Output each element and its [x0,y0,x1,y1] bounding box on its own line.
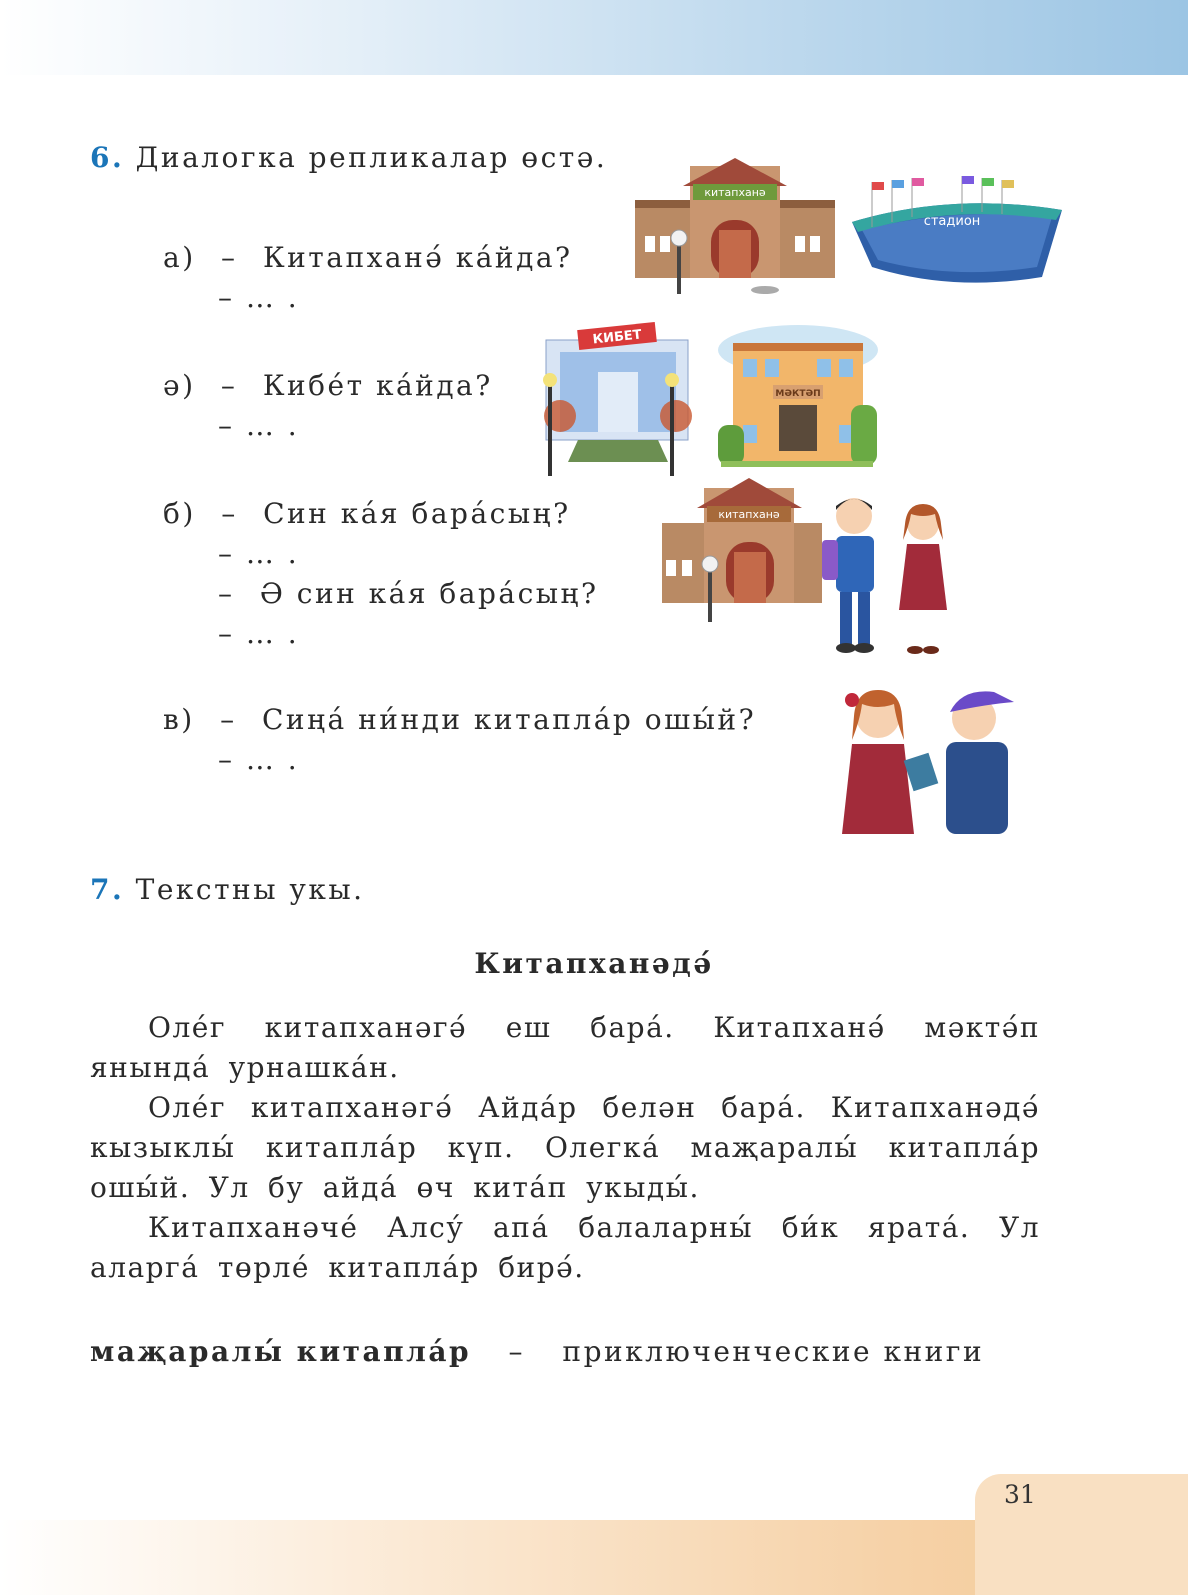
glossary-line [90,1332,984,1372]
dialog-b-letter: б) [163,497,196,530]
library-sign-2: китапханә [718,508,780,521]
dialog-b-question [163,494,571,534]
dialog-ae-answer: – … . [218,409,300,442]
exercise-6-heading [90,138,607,178]
girl-image [893,500,953,660]
stadium-sign: стадион [923,214,981,229]
dialog-b-text-2: Ә син ка́я бара́сың? [259,577,599,610]
shop-image [538,322,698,482]
glossary-dash: – [508,1335,526,1368]
dialog-ae-text: Кибе́т ка́йда? [262,369,493,402]
dialog-b-answer-1: – … . [218,537,300,570]
dialog-dash: – [220,703,237,736]
text-paragraph-2: Оле́г китапханәгә́ Айда́р белән бара́. Китапханәдә́ кызыклы́ китапла́р күп. Олегка́ маҗаралы́ китапла́р ошы́й. Ул бу айда́ өч кита́п укыды́. [90,1091,1040,1204]
school-sign: МӘКТӘП [775,389,821,399]
dialog-v-text: Сиңа́ ни́нди китапла́р ошы́й? [262,703,757,736]
dialog-a-text: Китапханә́ ка́йда? [262,241,573,274]
dialog-b-text-1: Син ка́я бара́сың? [263,497,571,530]
dialog-dash: – [220,369,238,402]
library-building-image [635,158,835,303]
dialog-dash: – [218,577,235,610]
exercise-7-instruction: Текстны укы. [135,873,365,906]
exercise-7-number: 7. [90,873,125,906]
dialog-v-question [163,700,756,740]
school-image [713,315,883,475]
dialog-ae-letter: ә) [163,369,196,402]
text-paragraph-3: Китапханәче́ Алсу́ апа́ балаларны́ би́к ярата́. Ул аларга́ төрле́ китапла́р бирә́. [90,1211,1040,1284]
shop-sign: КИБЕТ [591,327,643,348]
library-sign: китапханә [704,186,766,199]
dialog-a-answer: – … . [218,281,300,314]
exercise-6-number: 6. [90,141,125,174]
stadium-image [842,172,1072,297]
dialog-a-question [163,238,573,278]
boy-with-backpack-image [816,492,886,657]
exercise-6-instruction: Диалогка репликалар өстә. [135,141,608,174]
dialog-b-question-2 [218,574,599,614]
text-paragraph-1: Оле́г китапханәгә́ еш бара́. Китапханә́ мәктә́п янында́ урнашка́н. [90,1011,1040,1084]
dialog-dash: – [221,497,238,530]
dialog-ae-question [163,366,493,406]
page-number: 31 [1004,1480,1036,1509]
glossary-translation: приключенческие книги [562,1335,985,1368]
kids-with-book-image [838,684,1028,834]
dialog-b-answer-2: – … . [218,617,300,650]
dialog-v-letter: в) [163,703,195,736]
dialog-v-answer: – … . [218,743,300,776]
library-building-image-2 [662,478,822,628]
glossary-term: маҗаралы́ китапла́р [90,1335,472,1368]
text-title: Китапханәдә́ [474,947,714,980]
dialog-dash: – [221,241,238,274]
exercise-7-heading [90,870,365,910]
top-decor-band [0,0,1188,75]
dialog-a-letter: а) [163,241,196,274]
